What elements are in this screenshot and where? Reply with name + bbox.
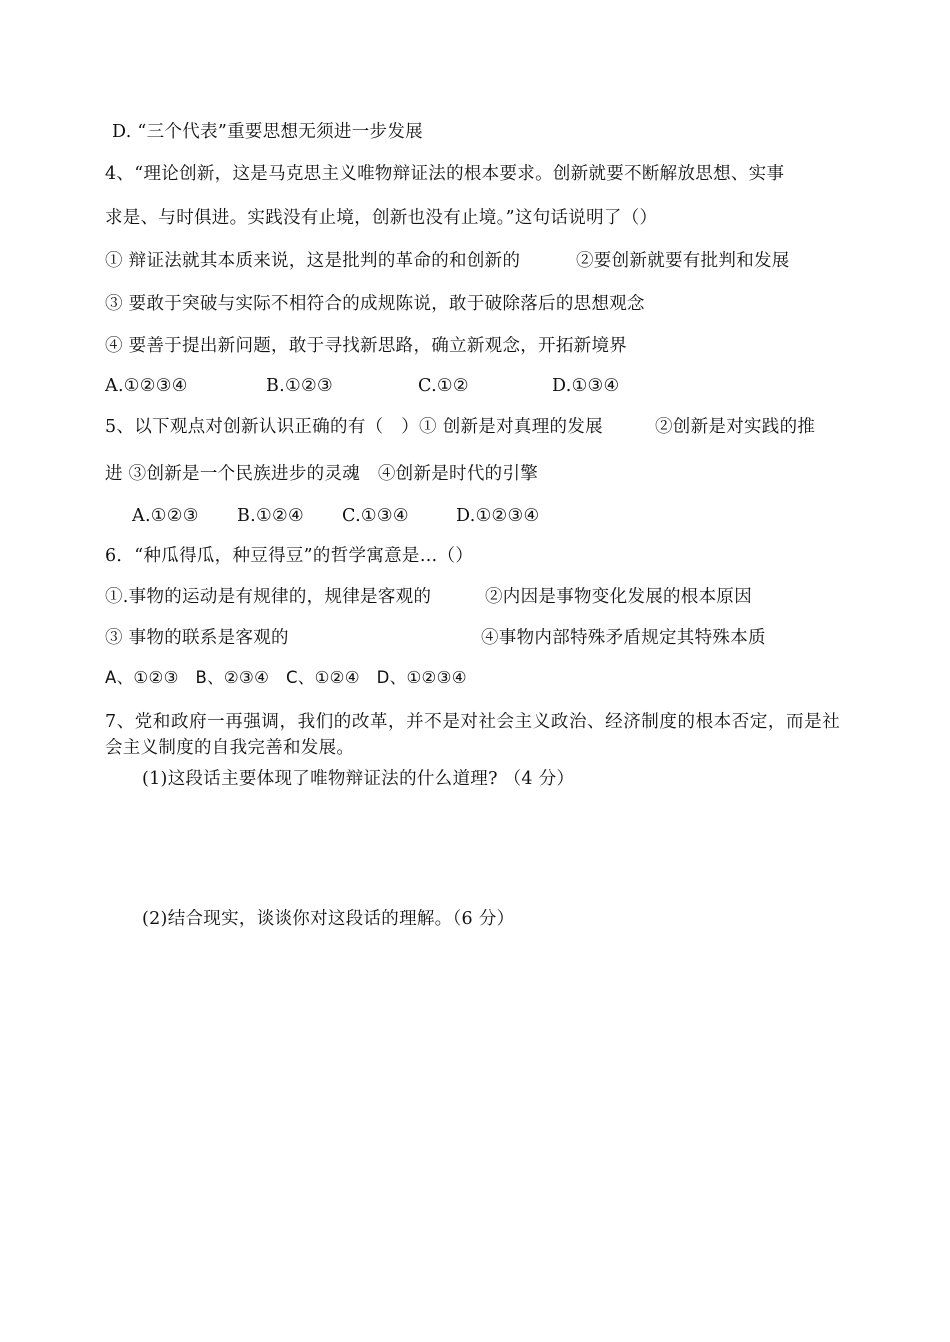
q6-statement-2: ②内因是事物变化发展的根本原因 — [485, 587, 752, 607]
q4-statement-4: ④ 要善于提出新问题，敢于寻找新思路，确立新观念，开拓新境界 — [105, 336, 628, 356]
q6-statement-4: ④事物内部特殊矛盾规定其特殊本质 — [481, 628, 766, 648]
q5-option-c: C.①③④ — [342, 506, 409, 526]
question-7-paragraph: 7、党和政府一再强调，我们的改革，并不是对社会主义政治、经济制度的根本否定，而是社会主义制度的自我完善和发展。 — [105, 712, 840, 758]
q4-option-d: D.①③④ — [552, 376, 620, 396]
q4-statement-2: ②要创新就要有批判和发展 — [576, 251, 790, 271]
option-d-line: D. “三个代表”重要思想无须进一步发展 — [112, 122, 423, 142]
q5-option-d: D.①②③④ — [456, 506, 540, 526]
q5-option-b: B.①②④ — [237, 506, 304, 526]
q6-statement-1: ①.事物的运动是有规律的，规律是客观的 — [105, 587, 432, 607]
q4-statement-1: ① 辩证法就其本质来说，这是批判的革命的和创新的 — [105, 251, 521, 271]
q6-statement-3: ③ 事物的联系是客观的 — [105, 628, 289, 648]
q4-option-a: A.①②③④ — [105, 376, 188, 396]
question-4-line-2: 求是、与时俱进。实践没有止境，创新也没有止境。”这句话说明了（） — [105, 208, 658, 228]
question-5-line-2: 进 ③创新是一个民族进步的灵魂 ④创新是时代的引擎 — [105, 464, 539, 484]
q7-sub-question-2: (2)结合现实，谈谈你对这段话的理解。（6 分） — [142, 909, 515, 929]
question-5-line-1-end: ②创新是对实践的推 — [655, 417, 816, 437]
question-4-line-1: 4、“理论创新，这是马克思主义唯物辩证法的根本要求。创新就要不断解放思想、实事 — [105, 164, 785, 184]
q4-option-b: B.①②③ — [266, 376, 333, 396]
q5-option-a: A.①②③ — [132, 506, 199, 526]
question-5-line-1: 5、以下观点对创新认识正确的有（ ）① 创新是对真理的发展 — [105, 417, 603, 437]
q4-option-c: C.①② — [418, 376, 469, 396]
q6-options: A、①②③ B、②③④ C、①②④ D、①②③④ — [105, 668, 467, 687]
q7-sub-question-1: (1)这段话主要体现了唯物辩证法的什么道理? （4 分） — [142, 769, 575, 789]
q4-statement-3: ③ 要敢于突破与实际不相符合的成规陈说，敢于破除落后的思想观念 — [105, 294, 645, 314]
question-6-line: 6．“种瓜得瓜，种豆得豆”的哲学寓意是…（） — [105, 546, 474, 566]
